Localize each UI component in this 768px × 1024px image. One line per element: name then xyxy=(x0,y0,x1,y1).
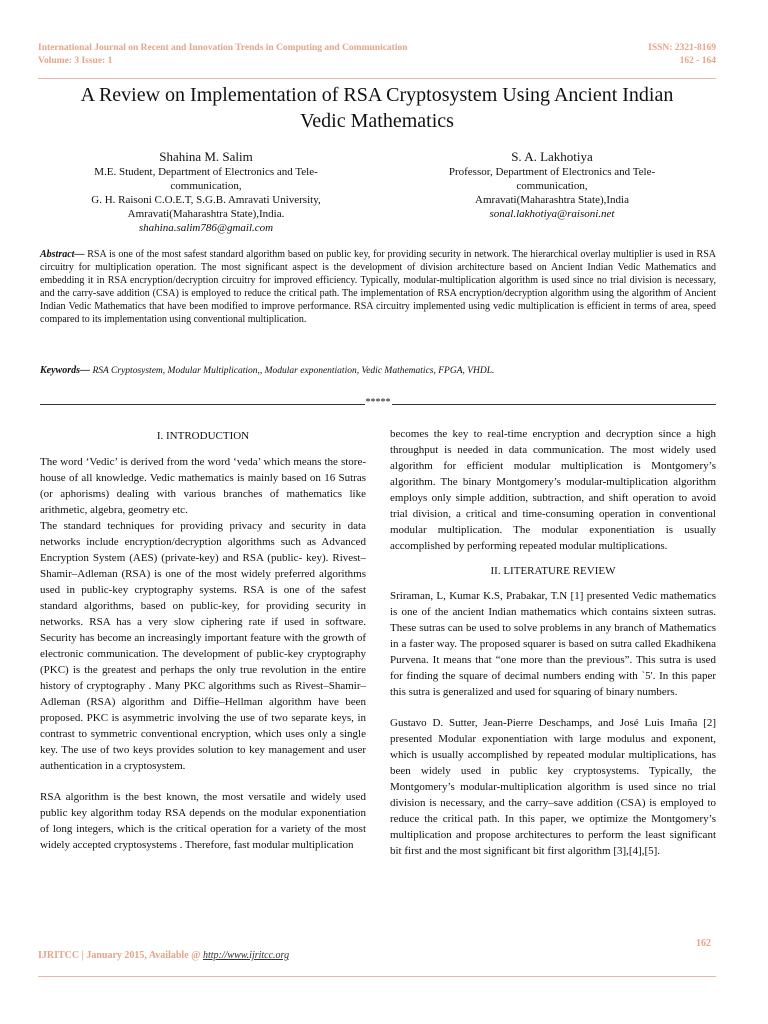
author-affiliation-line: M.E. Student, Department of Electronics and Tele- xyxy=(94,166,318,178)
right-column xyxy=(390,426,716,859)
separator-stars: ***** xyxy=(365,397,391,408)
paragraph: RSA algorithm is the best known, the most versatile and widely used public key algorithm today RSA depends on the modular exponentiation of long integers, which is the critical operation for a variety of the most widely accepted cryptosystems . Therefore, fast modular multiplication xyxy=(40,791,366,851)
author-block-2 xyxy=(402,148,702,221)
author-affiliation-line: G. H. Raisoni C.O.E.T, S.G.B. Amravati University, xyxy=(91,194,321,206)
abstract-text: RSA is one of the most safest standard algorithm based on public key, for providing security in network. The hierarchical overlay multiplier is used in RSA circuitry for multiplication operation. The most significant aspect is the development of division architecture based on Ancient Indian Vedic Mathematics and embedding it in RSA encryption/decryption circuitry for improved efficiency. Typically, modular-multiplication algorithm is used since no trial division is necessary, and the carry-save addition (CSA) is employed to reduce the critical path. The implementation of RSA encryption/decryption algorithm using the algorithm of Ancient Indian Vedic Mathematics that have been modified to improve performance. RSA circuitry implemented using vedic multiplication is efficient in terms of area, speed compared to its implementation using conventional multiplication. xyxy=(40,249,717,325)
section-heading-literature-review: II. LITERATURE REVIEW xyxy=(490,565,616,577)
footer-text: IJRITCC | January 2015, Available @ xyxy=(38,950,203,961)
journal-name: International Journal on Recent and Innovation Trends in Computing and Communication xyxy=(38,43,408,53)
paragraph: The standard techniques for providing privacy and security in data networks include encryption/decryption algorithms such as Advanced Encryption System (AES) (private-key) and RSA (public- key). Rivest–Shamir–Adleman (RSA) is one of the most widely preferred algorithms used in public-key cryptography systems. RSA is one of the safest standard algorithms, based on public-key, for providing security in networks. RSA has a very slow ciphering rate if used in software. Security has become an increasingly important feature with the growth of electronic communication. The development of public-key cryptography (PKC) is the greatest and perhaps the only true revolution in the entire history of cryptography . Many PKC algorithms such as Rivest–Shamir–Adleman (RSA) algorithm and Diffie–Hellman algorithm have been proposed. PKC is asymmetric involving the use of two separate keys, in contrast to symmetric conventional encryption, which uses only a single key. The use of two keys provides solution to key management and user authentication in a cryptosystem. xyxy=(40,520,366,772)
keywords-label: Keywords— xyxy=(40,365,90,376)
header-rule xyxy=(38,78,716,79)
paragraph: Sriraman, L, Kumar K.S, Prabakar, T.N [1] presented Vedic mathematics is one of the ancient Indian mathematics which contains sixteen sutras. These sutras can be used to solve problems in any branch of Mathematics in a faster way. The proposed squarer is based on sutra called Ekadhikena Purvena. It means that “one more than the previous”. This sutra is used for finding the square of decimal numbers ending with `5'. In this paper this sutra is generalized and used for squaring of binary numbers. xyxy=(390,590,716,698)
author-affiliation-line: communication, xyxy=(516,180,588,192)
left-column xyxy=(40,428,366,853)
paragraph: becomes the key to real-time encryption and decryption since a high throughput is needed in data communication. The most widely used algorithm for efficient modular multiplication is Montgomery’s algorithm. The binary Montgomery’s modular-multiplication algorithm employs only simple addition, subtraction, and shift operation to avoid trial division, a critical and time-consuming operation in conventional modular multiplication. The modular exponentiation is usually accomplished by performing repeated modular multiplications. xyxy=(390,428,716,552)
author-affiliation-line: Amravati(Maharashtra State),India xyxy=(475,194,629,206)
author-affiliation-line: Professor, Department of Electronics and Tele- xyxy=(448,166,656,178)
paragraph: Gustavo D. Sutter, Jean-Pierre Deschamps, and José Luis Imaña [2] presented Modular exponentiation with large modulus and exponent, which is usually accomplished by repeated modular multiplications, has been widely used in public key cryptosystems. Typically, the Montgomery’s modular-multiplication algorithm is used since no trial division is necessary, and the carry–save addition (CSA) is employed to reduce the critical path. In this paper, we optimize the Montgomery’s multiplication and propose architectures to perform the least significant bit first and the most significant bit first algorithm [3],[4],[5]. xyxy=(390,717,716,857)
abstract xyxy=(40,248,716,326)
paragraph: The word ‘Vedic’ is derived from the word ‘veda’ which means the store-house of all knowledge. Vedic mathematics is mainly based on 16 Sutras (or aphorisms) dealing with various branches of mathematics like arithmetic, algebra, geometry etc. xyxy=(40,456,366,516)
keywords-text: RSA Cryptosystem, Modular Multiplication,, Modular exponentiation, Vedic Mathematics, FPGA, VHDL. xyxy=(92,366,495,376)
author-affiliation-line: Amravati(Maharashtra State),India. xyxy=(127,208,285,220)
author-name: S. A. Lakhotiya xyxy=(511,149,593,164)
page-range: 162 - 164 xyxy=(679,56,716,66)
issn-header xyxy=(648,42,716,68)
separator-line-right xyxy=(392,404,717,405)
paper-title xyxy=(38,82,716,134)
author-email: sonal.lakhotiya@raisoni.net xyxy=(489,208,615,220)
author-name: Shahina M. Salim xyxy=(159,149,253,164)
journal-volume: Volume: 3 Issue: 1 xyxy=(38,56,113,66)
author-block-1 xyxy=(56,148,356,235)
title-line-1: A Review on Implementation of RSA Cryptosystem Using Ancient Indian xyxy=(80,84,674,106)
page-number: 162 xyxy=(696,938,711,949)
author-email: shahina.salim786@gmail.com xyxy=(138,222,274,234)
footer-link[interactable]: http://www.ijritcc.org xyxy=(202,950,290,961)
footer xyxy=(38,950,289,961)
section-separator xyxy=(40,396,716,409)
author-affiliation-line: communication, xyxy=(170,180,242,192)
title-line-2: Vedic Mathematics xyxy=(300,110,454,132)
separator-line-left xyxy=(40,404,365,405)
issn: ISSN: 2321-8169 xyxy=(648,43,716,53)
journal-header xyxy=(38,42,408,68)
footer-rule xyxy=(38,976,716,977)
keywords xyxy=(40,364,716,378)
section-heading-introduction: I. INTRODUCTION xyxy=(156,430,250,442)
abstract-label: Abstract— xyxy=(40,249,85,260)
